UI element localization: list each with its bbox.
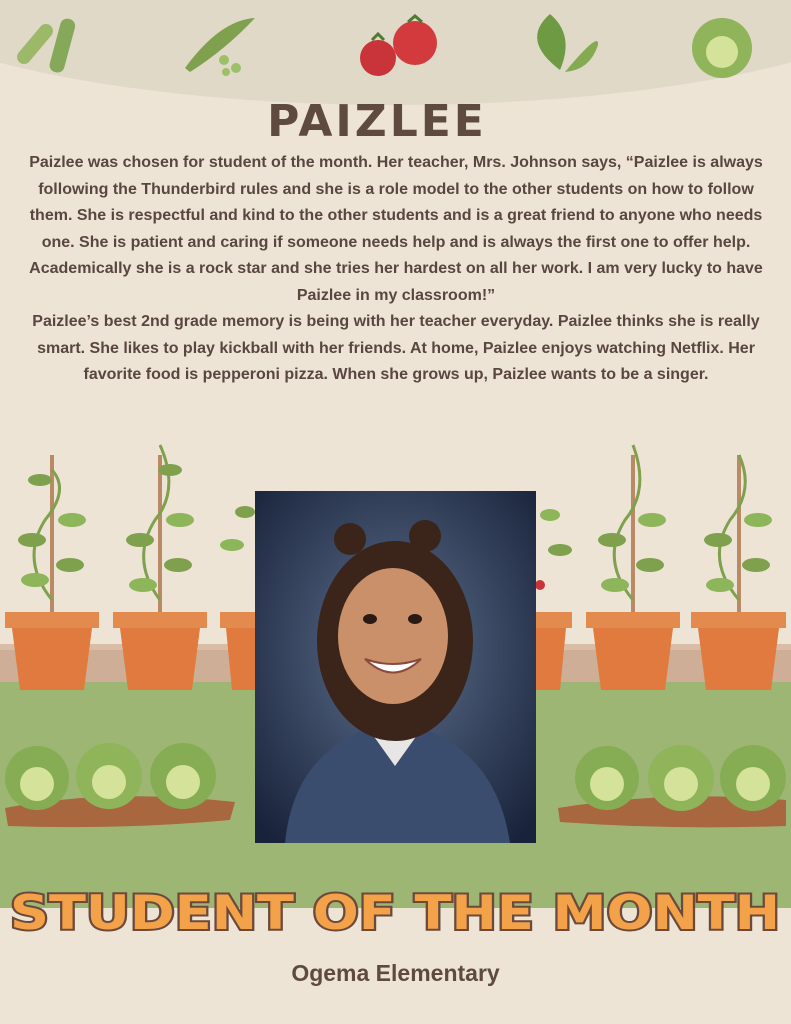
student-facts-paragraph: Paizlee’s best 2nd grade memory is being with her teacher everyday. Paizlee thinks she is really smart. She likes to play kickball with her friends. At home, Paizlee enjoys watching Netflix. Her favorite food is pepperoni pizza. When she grows up, Paizlee wants to be a singer. bbox=[32, 313, 760, 383]
lettuce-icon bbox=[692, 18, 752, 78]
school-name: Ogema Elementary bbox=[291, 960, 500, 986]
lettuce-bed-left bbox=[5, 743, 235, 827]
student-photo bbox=[255, 491, 536, 843]
banner-text: STUDENT OF THE MONTH bbox=[10, 886, 780, 941]
potted-plant-1 bbox=[5, 455, 99, 690]
student-of-the-month-banner bbox=[0, 875, 791, 945]
student-name: PAIZLEE bbox=[267, 96, 487, 147]
potted-plant-2 bbox=[113, 445, 207, 690]
student-story bbox=[22, 150, 770, 389]
lettuce-bed-right bbox=[558, 745, 786, 827]
potted-plant-5 bbox=[586, 445, 680, 690]
potted-plant-6 bbox=[691, 455, 786, 690]
teacher-quote-paragraph: Paizlee was chosen for student of the month. Her teacher, Mrs. Johnson says, “Paizlee is always following the Thunderbird rules and she is a role model to the other students on how to follow them. She is respectful and kind to the other students and is a great friend to anyone who needs one. She is patient and caring if someone needs help and is always the first one to offer help. Academically she is a rock star and she tries her hardest on all her work. I am very lucky to have Paizlee in my classroom!” bbox=[29, 154, 763, 304]
